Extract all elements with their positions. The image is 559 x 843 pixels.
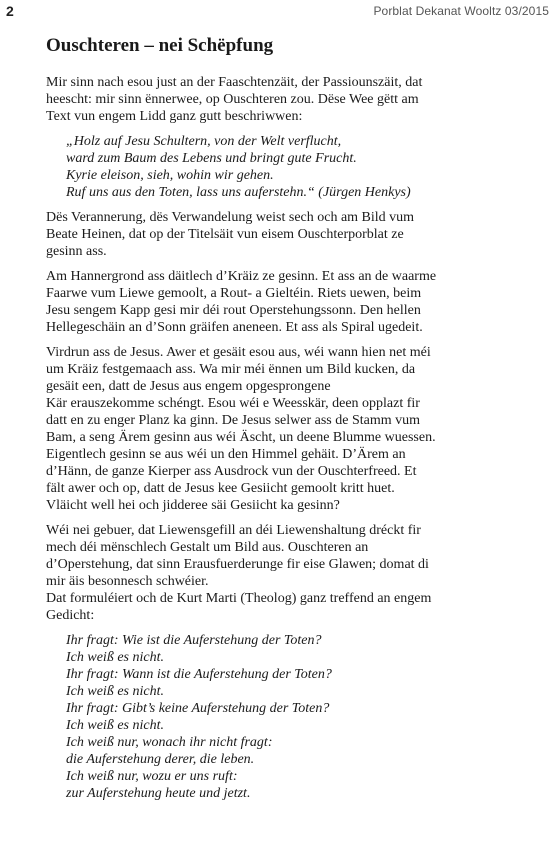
text-line: Wéi nei gebuer, dat Liewensgefill an déi Liewenshaltung dréckt fir bbox=[46, 523, 421, 538]
text-line: d’Operstehung, dat sinn Erausfuerderunge fir eise Glawen; domat di bbox=[46, 557, 429, 572]
poem-line: Ich weiß es nicht. bbox=[66, 684, 164, 699]
poem-line: Ich weiß nur, wonach ihr nicht fragt: bbox=[66, 735, 273, 750]
text-line: gesäit een, datt de Jesus aus engem opgesprongene bbox=[46, 379, 331, 394]
paragraph-reborn bbox=[46, 522, 526, 590]
text-line: Virdrun ass de Jesus. Awer et gesäit esou aus, wéi wann hien net méi bbox=[46, 345, 431, 360]
poem-line: zur Auferstehung heute und jetzt. bbox=[66, 786, 251, 801]
quote-line: ward zum Baum des Lebens und bringt gute Frucht. bbox=[66, 151, 357, 166]
text-line: datt en zu enger Planz ka ginn. De Jesus selwer ass de Stamm vum bbox=[46, 413, 421, 428]
text-line: Bam, a seng Ärem gesinn aus wéi Äscht, un deene Blumme wuessen. bbox=[46, 430, 436, 445]
text-line: Jesu sengem Kapp gesi mir déi rout Operstehungssonn. Den hellen bbox=[46, 303, 421, 318]
text-line: Eigentlech gesinn se aus wéi un den Himmel gehäit. D’Ärem an bbox=[46, 447, 406, 462]
poem bbox=[66, 632, 526, 802]
quote-line: Ruf uns aus den Toten, lass uns auferstehn.“ (Jürgen Henkys) bbox=[66, 185, 411, 200]
poem-line: Ich weiß es nicht. bbox=[66, 650, 164, 665]
text-line: gesinn ass. bbox=[46, 244, 107, 259]
paragraph-background bbox=[46, 268, 526, 336]
paragraph-change bbox=[46, 209, 526, 260]
poem-line: Ihr fragt: Wie ist die Auferstehung der Toten? bbox=[66, 633, 322, 648]
text-line: mech déi mënschlech Gestalt um Bild aus. Ouschteren an bbox=[46, 540, 369, 555]
poem-line: die Auferstehung derer, die leben. bbox=[66, 752, 255, 767]
poem-line: Ich weiß es nicht. bbox=[66, 718, 164, 733]
text-line: Hellegeschäin an d’Sonn gräifen aneneen. Et ass als Spiral ugedeit. bbox=[46, 320, 423, 335]
text-line: um Kräiz festgemaach ass. Wa mir méi ënnen um Bild kucken, da bbox=[46, 362, 416, 377]
text-line: Faarwe vum Liewe gemoolt, a Rout- a Gieltéin. Riets uewen, beim bbox=[46, 286, 422, 301]
text-line: fält awer och op, datt de Jesus kee Gesiicht gemoolt kritt huet. bbox=[46, 481, 395, 496]
paragraph-poem-intro bbox=[46, 590, 526, 624]
article bbox=[46, 34, 526, 802]
poem-line: Ihr fragt: Gibt’s keine Auferstehung der Toten? bbox=[66, 701, 330, 716]
poem-line: Ich weiß nur, wozu er uns ruft: bbox=[66, 769, 238, 784]
hymn-quote bbox=[66, 133, 526, 201]
text-line: Kär erauszekomme schéngt. Esou wéi e Weesskär, deen opplazt fir bbox=[46, 396, 420, 411]
text-line: Dës Verannerung, dës Verwandelung weist sech och am Bild vum bbox=[46, 210, 415, 225]
text-line: Text vun engem Lidd ganz gutt beschriwwen: bbox=[46, 109, 303, 124]
page-header bbox=[6, 3, 549, 21]
text-line: mir äis besonnesch schwéier. bbox=[46, 574, 209, 589]
quote-line: Kyrie eleison, sieh, wohin wir gehen. bbox=[66, 168, 274, 183]
article-title: Ouschteren – nei Schëpfung bbox=[46, 35, 274, 56]
text-line: d’Hänn, de ganze Kierper ass Ausdrock vun der Ouschterfreed. Et bbox=[46, 464, 417, 479]
page-number: 2 bbox=[6, 3, 14, 19]
text-line: Am Hannergrond ass däitlech d’Kräiz ze gesinn. Et ass an de waarme bbox=[46, 269, 437, 284]
paragraph-intro bbox=[46, 74, 526, 125]
publication-title: Porblat Dekanat Wooltz 03/2015 bbox=[373, 4, 549, 18]
text-line: Mir sinn nach esou just an der Faaschtenzäit, der Passiounszäit, dat bbox=[46, 75, 423, 90]
text-line: Beate Heinen, dat op der Titelsäit vun eisem Ouschterporblat ze bbox=[46, 227, 404, 242]
paragraph-foreground bbox=[46, 344, 526, 514]
text-line: Dat formuléiert och de Kurt Marti (Theolog) ganz treffend an engem bbox=[46, 591, 432, 606]
poem-line: Ihr fragt: Wann ist die Auferstehung der Toten? bbox=[66, 667, 332, 682]
text-line: Vläicht well hei och jidderee säi Gesiicht ka gesinn? bbox=[46, 498, 340, 513]
text-line: Gedicht: bbox=[46, 608, 95, 623]
text-line: heescht: mir sinn ënnerwee, op Ouschteren zou. Dëse Wee gëtt am bbox=[46, 92, 419, 107]
quote-line: „Holz auf Jesu Schultern, von der Welt verflucht, bbox=[66, 134, 342, 149]
